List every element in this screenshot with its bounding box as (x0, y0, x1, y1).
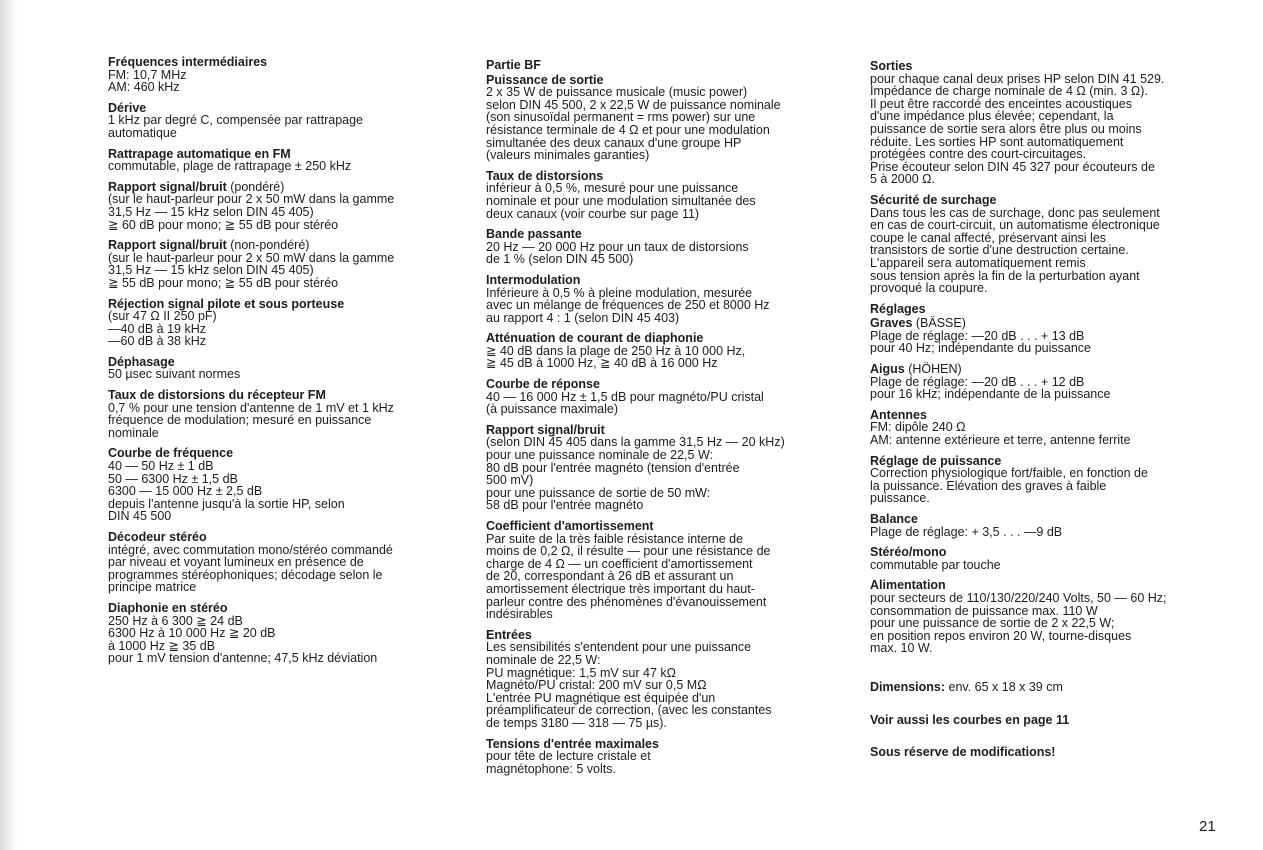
see-also-note: Voir aussi les courbes en page 11 (870, 712, 1070, 727)
spec-section-tensions-d-entree-maximales (486, 738, 848, 776)
spec-section-taux-de-distorsions-du-recepteur-fm (108, 389, 468, 439)
spec-heading (108, 389, 468, 402)
spec-section-rejection-signal-pilote-et-sous-porteuse (108, 298, 468, 348)
spec-line: ≧ 45 dB à 1000 Hz, ≧ 40 dB à 16 000 Hz (486, 356, 718, 371)
spec-section-entrees (486, 629, 848, 730)
spec-line: Magnéto/PU cristal: 200 mV sur 0,5 MΩ (486, 678, 707, 693)
spec-line: consommation de puissance max. 110 W (870, 603, 1098, 618)
spec-line: (à puissance maximale) (486, 402, 618, 417)
spec-line: au rapport 4 : 1 (selon DIN 45 403) (486, 310, 680, 325)
spec-heading (108, 56, 468, 69)
spec-line: Plage de réglage: —20 dB . . . + 12 dB (870, 374, 1085, 389)
spec-heading-qualifier: (non-pondéré) (226, 238, 310, 253)
spec-section-diaphonie-en-stereo (108, 602, 468, 665)
spec-line: coupe le canal affecté, préservant ainsi les (870, 230, 1107, 245)
spec-line: —60 dB à 38 kHz (108, 334, 206, 349)
spec-section-rapport-signal-bruit (486, 424, 848, 512)
spec-line: deux canaux (voir courbe sur page 11) (486, 206, 700, 221)
spec-section-sorties (870, 60, 1238, 186)
spec-line: (sur le haut-parleur pour 2 x 50 mW dans la gamme (108, 250, 395, 265)
spec-line: la puissance. Elévation des graves à faible (870, 478, 1107, 493)
spec-line: pour 40 Hz; indépendante du puissance (870, 341, 1091, 356)
spec-heading-text: Taux de distorsions du récepteur FM (108, 388, 326, 403)
spec-heading-text: Réglage de puissance (870, 453, 1002, 468)
spec-line: —40 dB à 19 kHz (108, 321, 206, 336)
spec-heading (870, 363, 1238, 376)
spec-line: 1 kHz par degré C, compensée par rattrapage (108, 113, 363, 128)
spec-line: sous tension après la fin de la perturbation ayant (870, 268, 1140, 283)
spec-section-rapport-signal-bruit (108, 239, 468, 289)
spec-line: 500 mV) (486, 473, 534, 488)
spec-line: inférieur à 0,5 %, mesuré pour une puissance (486, 181, 739, 196)
spec-heading-text: Antennes (870, 407, 927, 422)
spec-line: Plage de réglage: —20 dB . . . + 13 dB (870, 328, 1085, 343)
output-spec-sections (870, 60, 1238, 655)
spec-section-dephasage (108, 356, 468, 381)
spec-line: 31,5 Hz — 15 kHz selon DIN 45 405) (108, 204, 314, 219)
spec-line: de 1 % (selon DIN 45 500) (486, 252, 634, 267)
spec-line: Par suite de la très faible résistance interne de (486, 531, 744, 546)
spec-section-bande-passante (486, 228, 848, 266)
spec-line: 6300 Hz à 10 000 Hz ≧ 20 dB (108, 626, 276, 641)
spec-line: puissance. (870, 491, 930, 506)
spec-line: pour une puissance de sortie de 2 x 22,5 W; (870, 616, 1115, 631)
spec-line: pour une puissance nominale de 22,5 W: (486, 448, 714, 463)
page-number: 21 (1199, 818, 1216, 835)
spec-heading-text: Intermodulation (486, 272, 581, 287)
spec-line: nominale et pour une modulation simultanée des (486, 193, 756, 208)
spec-line: Les sensibilités s'entendent pour une puissance (486, 640, 752, 655)
spec-section-balance (870, 513, 1238, 538)
spec-line: 40 — 50 Hz ± 1 dB (108, 459, 214, 474)
spec-line: ≧ 40 dB dans la plage de 250 Hz à 10 000 Hz, (486, 343, 746, 358)
spec-line: en cas de court-circuit, un automatisme électronique (870, 218, 1160, 233)
spec-heading-text: Rapport signal/bruit (486, 422, 605, 437)
spec-heading (870, 303, 1238, 316)
spec-heading-text: Tensions d'entrée maximales (486, 736, 659, 751)
spec-line: max. 10 W. (870, 641, 933, 656)
spec-line: (sur le haut-parleur pour 2 x 50 mW dans la gamme (108, 192, 395, 207)
spec-heading (486, 274, 848, 287)
spec-line: ≧ 60 dB pour mono; ≧ 55 dB pour stéréo (108, 217, 339, 232)
spec-line: Dans tous les cas de surchage, donc pas seulement (870, 205, 1160, 220)
spec-section-alimentation (870, 579, 1238, 655)
spec-heading-qualifier: (BÄSSE) (912, 316, 966, 331)
spec-line: simultanée des deux canaux d'une groupe HP (486, 135, 742, 150)
spec-section-courbe-de-reponse (486, 378, 848, 416)
spec-heading (870, 317, 1238, 330)
spec-line: 250 Hz à 6 300 ≧ 24 dB (108, 613, 243, 628)
spec-line: fréquence de modulation; mesuré en puissance (108, 413, 372, 428)
spec-section-intermodulation (486, 274, 848, 324)
spec-line: de 20, correspondant à 26 dB et assurant un (486, 569, 734, 584)
spec-heading-text: Sécurité de surchage (870, 192, 997, 207)
spec-line: pour chaque canal deux prises HP selon DIN 41 529. (870, 71, 1165, 86)
spec-line: 31,5 Hz — 15 kHz selon DIN 45 405) (108, 263, 314, 278)
spec-line: 6300 — 15 000 Hz ± 2,5 dB (108, 484, 263, 499)
spec-line: principe matrice (108, 580, 197, 595)
spec-line: réduite. Les sorties HP sont automatiquement (870, 134, 1124, 149)
spec-line: Impédance de charge nominale de 4 Ω (min. 3 Ω). (870, 84, 1148, 99)
spec-line: par niveau et voyant lumineux en présence de (108, 555, 364, 570)
spec-heading-text: Déphasage (108, 354, 175, 369)
spec-heading-text: Fréquences intermédiaires (108, 55, 268, 69)
spec-line: résistance terminale de 4 Ω et pour une modulation (486, 122, 770, 137)
spec-line: pour tête de lecture cristale et (486, 749, 651, 764)
spec-line: programmes stéréophoniques; décodage selon le (108, 567, 383, 582)
spec-line: Inférieure à 0,5 % à pleine modulation, mesurée (486, 285, 753, 300)
spec-section-taux-de-distorsions (486, 170, 848, 220)
spec-line: automatique (108, 125, 177, 140)
spec-heading-text: Rapport signal/bruit (108, 238, 227, 253)
spec-line: AM: antenne extérieure et terre, antenne ferrite (870, 433, 1131, 448)
spec-line: transistors de sortie d'une destruction certaine. (870, 243, 1129, 258)
spec-heading-text: Rattrapage automatique en FM (108, 146, 291, 161)
spec-section-derive (108, 102, 468, 140)
spec-line: 80 dB pour l'entrée magnéto (tension d'entrée (486, 460, 740, 475)
spec-line: Il peut être raccordé des enceintes acoustiques (870, 96, 1132, 111)
spec-section-graves (870, 317, 1238, 355)
spec-line: à 1000 Hz ≧ 35 dB (108, 638, 216, 653)
spec-heading-text: Coefficient d'amortissement (486, 519, 654, 533)
spec-line: Plage de réglage: + 3,5 . . . —9 dB (870, 524, 1063, 539)
spec-line: DIN 45 500 (108, 509, 172, 524)
spec-line: puissance de sortie sera alors être plus ou moins (870, 121, 1142, 136)
spec-heading-text: Courbe de fréquence (108, 446, 234, 461)
spec-section-reglage-de-puissance (870, 455, 1238, 505)
spec-heading-text: Décodeur stéréo (108, 530, 207, 544)
spec-line: en position repos environ 20 W, tourne-disques (870, 628, 1132, 643)
spec-heading-text: Stéréo/mono (870, 545, 947, 560)
spec-heading (108, 602, 468, 615)
spec-heading-text: Aigus (870, 362, 905, 377)
spec-heading-text: Entrées (486, 627, 532, 642)
spec-section-puissance-de-sortie (486, 74, 848, 162)
spec-heading (486, 228, 848, 241)
spec-heading-text: Graves (870, 316, 913, 331)
spec-line: L'entrée PU magnétique est équipée d'un (486, 690, 716, 705)
spec-heading-text: Atténuation de courant de diaphonie (486, 331, 704, 346)
spec-line: pour secteurs de 110/130/220/240 Volts, 50 — 60 Hz; (870, 590, 1167, 605)
spec-section-stereo-mono (870, 546, 1238, 571)
spec-heading-text: Courbe de réponse (486, 377, 600, 392)
spec-heading-text: Sorties (870, 59, 913, 73)
spec-section-attenuation-de-courant-de-diaphonie (486, 332, 848, 370)
spec-section-frequences-intermediaires (108, 56, 468, 94)
reserve-note: Sous réserve de modifications! (870, 745, 1056, 760)
spec-heading-text: Rapport signal/bruit (108, 179, 227, 194)
spec-section-rapport-signal-bruit (108, 181, 468, 231)
spec-heading-text: Bande passante (486, 227, 582, 242)
spec-heading (870, 513, 1238, 526)
spec-line: 5 à 2000 Ω. (870, 172, 935, 187)
spec-line: d'une impédance plus élevée; cependant, la (870, 109, 1114, 124)
spec-section-decodeur-stereo (108, 531, 468, 594)
spec-line: préamplificateur de correction, (avec les constantes (486, 703, 772, 718)
spec-heading-text: Balance (870, 512, 918, 526)
dimensions-line (870, 681, 1238, 694)
spec-line: (valeurs minimales garanties) (486, 148, 650, 163)
spec-line: nominale (108, 425, 159, 440)
spec-line: 58 dB pour l'entrée magnéto (486, 498, 644, 513)
spec-line: parleur contre des phénomènes d'évanouissement (486, 594, 767, 609)
spec-heading (486, 520, 848, 533)
spec-line: charge de 4 Ω — un coefficient d'amortissement (486, 556, 753, 571)
dimensions-label: Dimensions: (870, 679, 946, 694)
spec-line: depuis l'antenne jusqu'à la sortie HP, selon (108, 496, 345, 511)
spec-line: L'appareil sera automatiquement remis (870, 255, 1086, 270)
spec-heading (870, 194, 1238, 207)
spec-line: pour 1 mV tension d'antenne; 47,5 kHz déviation (108, 651, 378, 666)
spec-line: ≧ 55 dB pour mono; ≧ 55 dB pour stéréo (108, 275, 339, 290)
spec-line: protégées contre des court-circuitages. (870, 147, 1087, 162)
spec-heading-qualifier: (HÖHEN) (904, 362, 962, 377)
spec-line: nominale de 22,5 W: (486, 652, 601, 667)
spec-line: de temps 3180 — 318 — 75 µs). (486, 715, 667, 730)
spec-line: (selon DIN 45 405 dans la gamme 31,5 Hz — 20 kHz) (486, 435, 785, 450)
spec-line: amortissement électrique très important du haut- (486, 581, 755, 596)
spec-heading (486, 378, 848, 391)
spec-section-courbe-de-frequence (108, 447, 468, 523)
column-output-specs (870, 60, 1238, 768)
spec-section-securite-de-surchage (870, 194, 1238, 295)
dimensions-value: env. 65 x 18 x 39 cm (945, 679, 1063, 694)
spec-line: 50 µsec suivant normes (108, 367, 241, 382)
spec-heading (870, 546, 1238, 559)
spec-line: avec un mélange de fréquences de 250 et 8000 Hz (486, 298, 770, 313)
spec-heading-text: Taux de distorsions (486, 168, 604, 183)
column-receiver-specs (108, 56, 468, 673)
spec-section-partie-bf (486, 59, 848, 72)
spec-line: Correction physiologique fort/faible, en fonction de (870, 466, 1148, 481)
spec-heading (486, 332, 848, 345)
spec-line: AM: 460 kHz (108, 80, 180, 95)
spec-heading-qualifier: (pondéré) (226, 179, 285, 194)
spec-heading (870, 60, 1238, 73)
spec-line: magnétophone: 5 volts. (486, 761, 616, 776)
spec-line: (son sinusoïdal permanent = rms power) sur une (486, 110, 756, 125)
spec-line: FM: dipôle 240 Ω (870, 420, 966, 435)
spec-line: 0,7 % pour une tension d'antenne de 1 mV et 1 kHz (108, 400, 394, 415)
column-amplifier-specs (486, 59, 848, 783)
spec-heading-text: Dérive (108, 100, 147, 115)
spec-line: FM: 10,7 MHz (108, 67, 187, 82)
spec-heading (108, 239, 468, 252)
spec-heading-text: Partie BF (486, 58, 541, 72)
spec-heading-text: Réglages (870, 301, 926, 316)
spec-line: moins de 0,2 Ω, il résulte — pour une résistance de (486, 544, 771, 559)
spec-line: indésirables (486, 607, 553, 622)
spec-heading-text: Alimentation (870, 578, 946, 593)
spec-section-coefficient-d-amortissement (486, 520, 848, 621)
spec-line: 20 Hz — 20 000 Hz pour un taux de distorsions (486, 239, 749, 254)
spec-section-rattrapage-automatique-en-fm (108, 148, 468, 173)
spec-line: Prise écouteur selon DIN 45 327 pour écouteurs de (870, 159, 1155, 174)
spec-line: 50 — 6300 Hz ± 1,5 dB (108, 471, 238, 486)
spec-line: commutable, plage de rattrapage ± 250 kHz (108, 159, 352, 174)
spec-line: provoqué la coupure. (870, 281, 988, 296)
spec-heading-text: Réjection signal pilote et sous porteuse (108, 296, 345, 311)
spec-line: 2 x 35 W de puissance musicale (music power) (486, 85, 748, 100)
spec-line: commutable par touche (870, 557, 1001, 572)
spec-line: pour une puissance de sortie de 50 mW: (486, 485, 711, 500)
spec-section-antennes (870, 409, 1238, 447)
spec-section-aigus (870, 363, 1238, 401)
spec-heading (486, 59, 848, 72)
spec-heading-text: Puissance de sortie (486, 72, 604, 87)
spec-line: (sur 47 Ω II 250 pF) (108, 309, 217, 324)
spec-section-reglages (870, 303, 1238, 316)
spec-line: pour 16 kHz; indépendante de la puissance (870, 387, 1111, 402)
spec-line: 40 — 16 000 Hz ± 1,5 dB pour magnéto/PU cristal (486, 389, 764, 404)
spec-heading (108, 531, 468, 544)
spec-line: PU magnétique: 1,5 mV sur 47 kΩ (486, 665, 676, 680)
spec-line: intégré, avec commutation mono/stéréo commandé (108, 542, 393, 557)
spec-line: selon DIN 45 500, 2 x 22,5 W de puissance nominale (486, 97, 781, 112)
spec-heading-text: Diaphonie en stéréo (108, 600, 228, 615)
page-fold-shadow (0, 0, 18, 850)
